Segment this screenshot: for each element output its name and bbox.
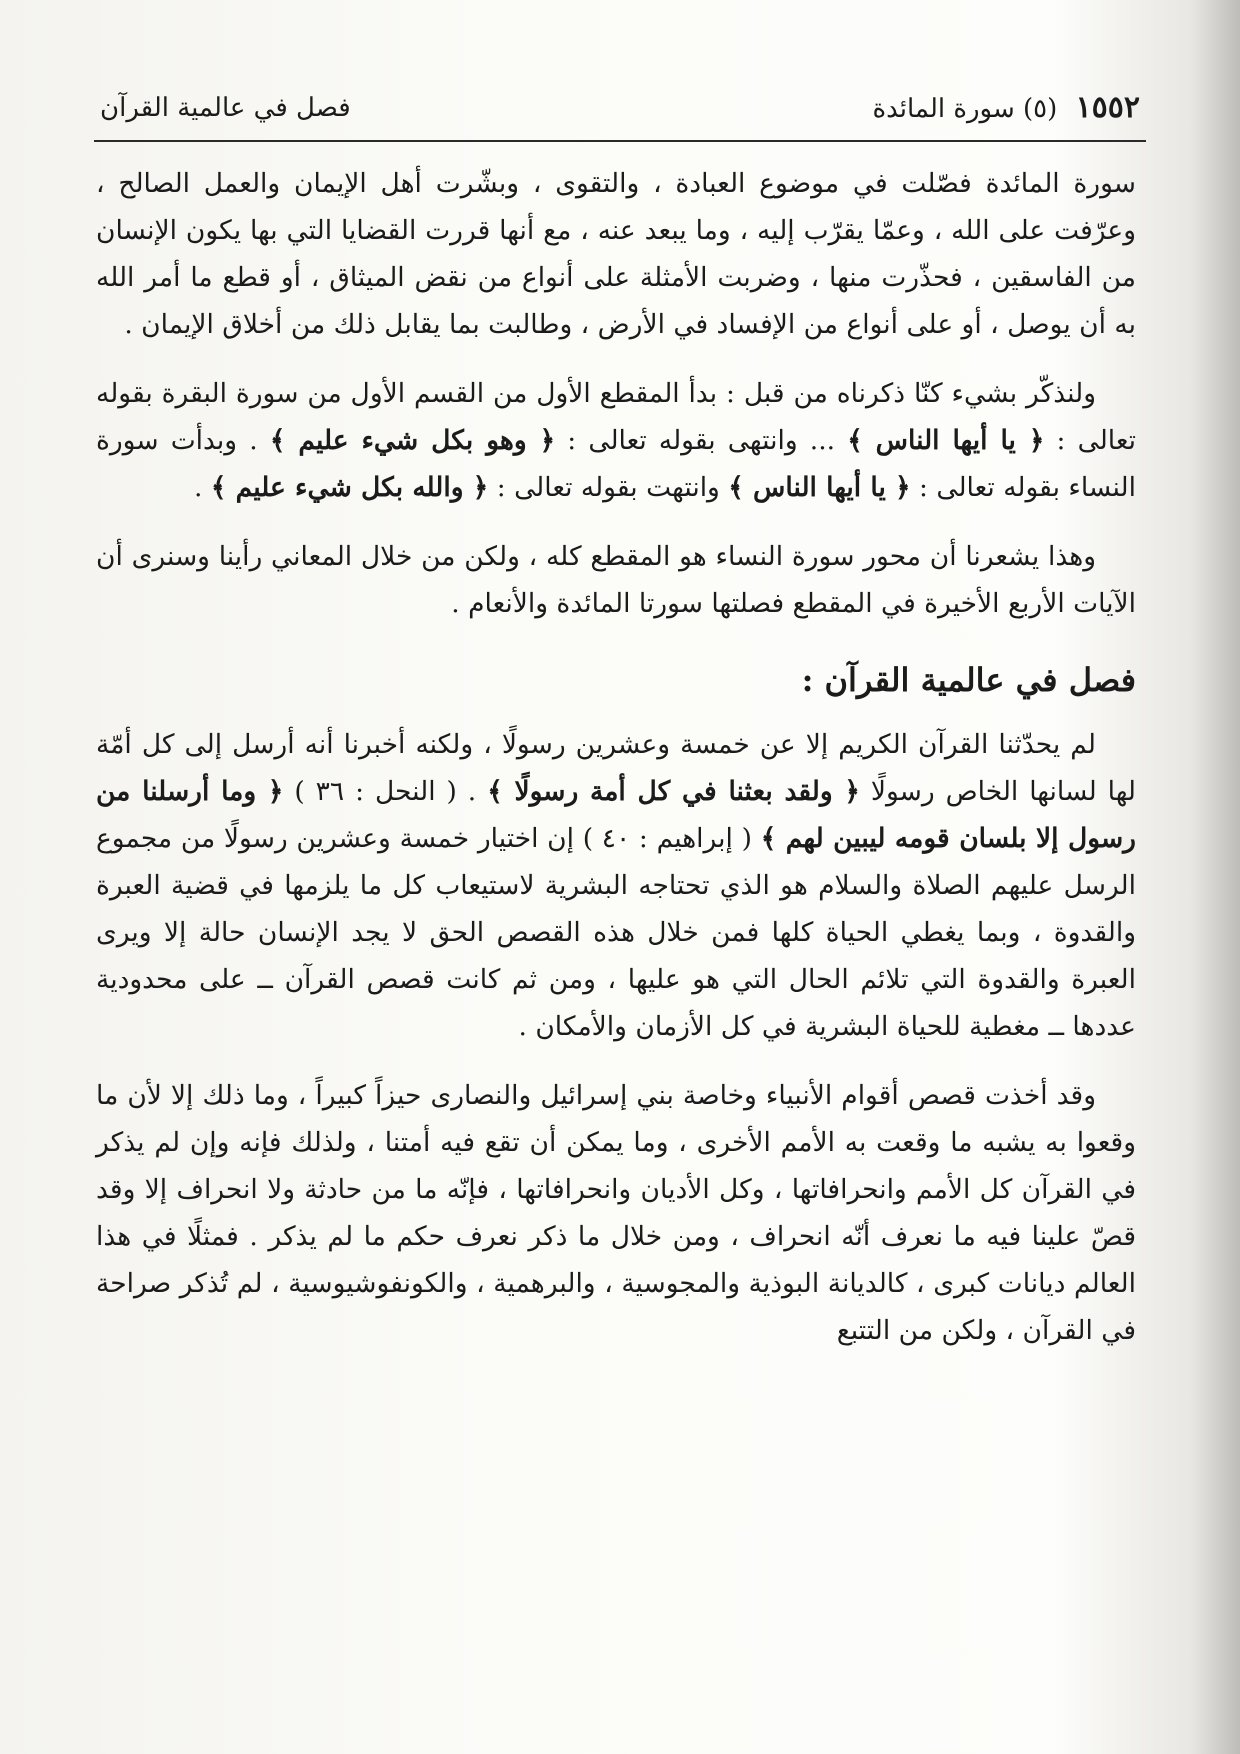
quran-quote: ﴿ يا أيها الناس ﴾ (847, 425, 1045, 456)
quran-quote: ﴿ والله بكل شيء عليم ﴾ (210, 472, 489, 503)
header-divider (94, 140, 1146, 142)
paragraph-text: وانتهت بقوله تعالى : (496, 472, 720, 503)
paragraph (96, 1072, 1136, 1354)
paragraph-text: . وبدأت سورة النساء بقوله تعالى : (96, 425, 1136, 503)
paragraph-text: وقد أخذت قصص أقوام الأنبياء وخاصة بني إسرائيل والنصارى حيزاً كبيراً ، وما ذلك إلا لأن ما وقعوا به يشبه ما وقعت به الأمم الأخرى ، وما يمكن أن تقع فيه أمتنا ، ولذلك فإنه وإن لم يذكر في القرآن كل الأمم وانحرافاتها ، وكل الأديان وانحرافاتها ، فإنّه ما من حادثة ولا انحراف إلا وقد قصّ علينا فيه ما نعرف أنّه انحراف ، ومن خلال ما ذكر نعرف حكم ما لم يذكر . فمثلًا في هذا العالم ديانات كبرى ، كالديانة البوذية والمجوسية ، والبرهمية ، والكونفوشيوسية ، لم تُذكر صراحة في القرآن ، ولكن من التتبع (96, 1080, 1136, 1346)
paragraph-text: ( إبراهيم : ٤٠ ) إن اختيار خمسة وعشرين رسولًا من مجموع الرسل عليهم الصلاة والسلام هو الذي تحتاجه البشرية لاستيعاب كل ما يلزمها في قضية العبرة والقدوة ، وبما يغطي الحياة كلها فمن خلال هذه القصص الحق لا يجد الإنسان حالة إلا ويرى العبرة والقدوة التي تلائم الحال التي هو عليها ، ومن ثم كانت قصص القرآن ــ على محدودية عددها ــ مغطية للحياة البشرية في كل الأزمان والأمكان . (96, 823, 1136, 1042)
surah-label: (٥) سورة المائدة (872, 94, 1058, 124)
paragraph-text: ولنذكّر بشيء كنّا ذكرناه من قبل : بدأ المقطع الأول من القسم الأول من سورة البقرة بقوله تعالى : (96, 378, 1136, 456)
paragraph (96, 533, 1136, 627)
paragraph (96, 160, 1136, 348)
paragraph-text: وهذا يشعرنا أن محور سورة النساء هو المقطع كله ، ولكن من خلال المعاني رأينا وسنرى أن الآيات الأربع الأخيرة في المقطع فصلتها سورتا المائدة والأنعام . (96, 541, 1136, 619)
paragraph-text: . ( النحل : ٣٦ ) (294, 776, 477, 807)
section-heading: فصل في عالمية القرآن : (801, 661, 1136, 699)
page-number: ١٥٥٢ (1075, 90, 1140, 125)
quran-quote: ﴿ وما أرسلنا من رسول إلا بلسان قومه ليبين لهم ﴾ (96, 776, 1136, 854)
quran-quote: ﴿ يا أيها الناس ﴾ (728, 472, 911, 503)
paragraph-text: . (193, 472, 203, 503)
header-section-title: فصل في عالمية القرآن (100, 93, 351, 123)
header-page-info (872, 88, 1140, 129)
paragraph (96, 721, 1136, 1050)
running-header (100, 88, 1140, 132)
body-text (96, 160, 1136, 1376)
paragraph-text: سورة المائدة فصّلت في موضوع العبادة ، والتقوى ، وبشّرت أهل الإيمان والعمل الصالح ، وعرّفت على الله ، وعمّا يقرّب إليه ، وما يبعد عنه ، مع أنها قررت القضايا التي بها يكون الإنسان من الفاسقين ، فحذّرت منها ، وضربت الأمثلة على أنواع من نقض الميثاق ، أو قطع ما أمر الله به أن يوصل ، أو على أنواع من الإفساد في الأرض ، وطالبت بما يقابل ذلك من أخلاق الإيمان . (96, 168, 1136, 340)
paragraph (96, 370, 1136, 511)
paragraph-text: لم يحدّثنا القرآن الكريم إلا عن خمسة وعشرين رسولًا ، ولكنه أخبرنا أنه أرسل إلى كل أمّة لها لسانها الخاص رسولًا (96, 729, 1136, 807)
quran-quote: ﴿ ولقد بعثنا في كل أمة رسولًا ﴾ (487, 776, 860, 807)
paragraph-text: ... وانتهى بقوله تعالى : (567, 425, 836, 456)
quran-quote: ﴿ وهو بكل شيء عليم ﴾ (269, 425, 556, 456)
